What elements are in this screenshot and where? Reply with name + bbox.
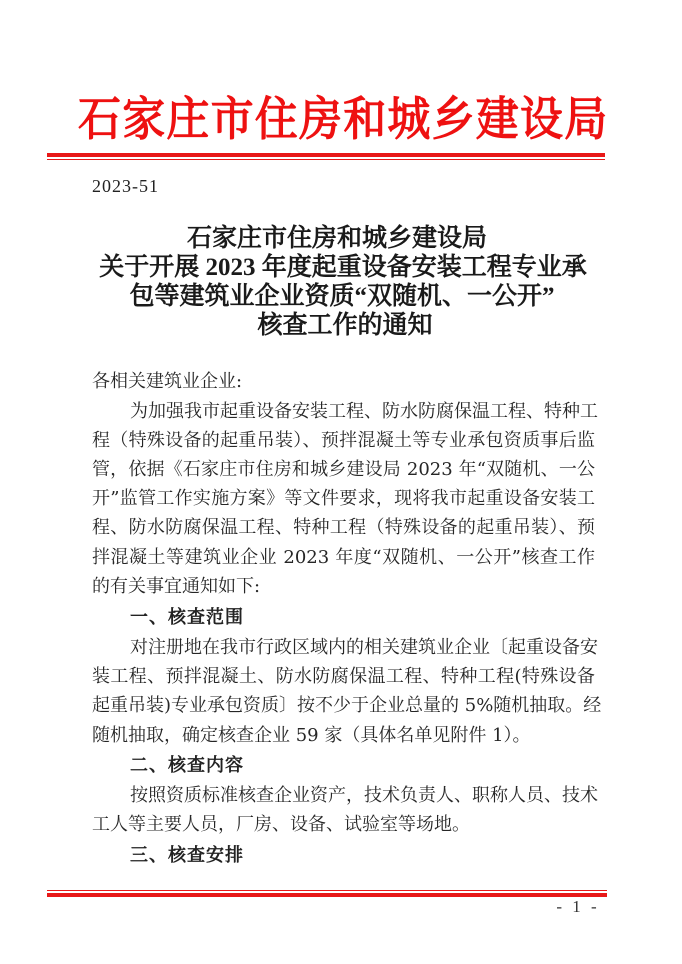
section-line: 对注册地在我市行政区域内的相关建筑业企业〔起重设备安 bbox=[130, 637, 598, 658]
section-line: 装工程、预拌混凝土、防水防腐保温工程、特种工程(特殊设备 bbox=[92, 666, 595, 687]
title-line-4: 核查工作的通知 bbox=[257, 312, 433, 339]
section-line: 随机抽取，确定核查企业 59 家（具体名单见附件 1）。 bbox=[92, 725, 531, 746]
header-rule-thick bbox=[47, 153, 605, 157]
document-number: 2023-51 bbox=[92, 176, 159, 196]
intro-line: 的有关事宜通知如下: bbox=[92, 576, 261, 597]
intro-line: 拌混凝土等建筑业企业 2023 年度“双随机、一公开”核查工作 bbox=[92, 547, 595, 568]
page-number: - 1 - bbox=[556, 897, 600, 916]
intro-line: 程（特殊设备的起重吊装）、预拌混凝土等专业承包资质事后监 bbox=[92, 430, 595, 451]
section-heading-scope: 一、核查范围 bbox=[130, 607, 244, 628]
title-line-3: 包等建筑业企业资质“双随机、一公开” bbox=[129, 283, 555, 310]
intro-line: 程、防水防腐保温工程、特种工程（特殊设备的起重吊装）、预 bbox=[92, 517, 595, 538]
section-line: 工人等主要人员，厂房、设备、试验室等场地。 bbox=[92, 814, 470, 835]
intro-line: 开”监管工作实施方案》等文件要求，现将我市起重设备安装工 bbox=[92, 488, 595, 509]
footer-rule-thin bbox=[47, 890, 607, 891]
header-rule-thin bbox=[47, 159, 605, 160]
section-heading-content: 二、核查内容 bbox=[130, 755, 244, 776]
title-line-1: 石家庄市住房和城乡建设局 bbox=[186, 225, 487, 252]
footer-rule-thick bbox=[47, 893, 607, 897]
section-line: 起重吊装)专业承包资质〕按不少于企业总量的 5%随机抽取。经 bbox=[92, 695, 602, 716]
letterhead-title: 石家庄市住房和城乡建设局 bbox=[78, 93, 609, 148]
title-line-2: 关于开展 2023 年度起重设备安装工程专业承 bbox=[99, 254, 587, 281]
section-heading-arrangement: 三、核查安排 bbox=[130, 845, 244, 866]
section-line: 按照资质标准核查企业资产，技术负责人、职称人员、技术 bbox=[130, 785, 598, 806]
intro-line: 管，依据《石家庄市住房和城乡建设局 2023 年“双随机、一公 bbox=[92, 459, 595, 480]
salutation: 各相关建筑业企业: bbox=[92, 371, 243, 392]
intro-line: 为加强我市起重设备安装工程、防水防腐保温工程、特种工 bbox=[130, 401, 598, 422]
